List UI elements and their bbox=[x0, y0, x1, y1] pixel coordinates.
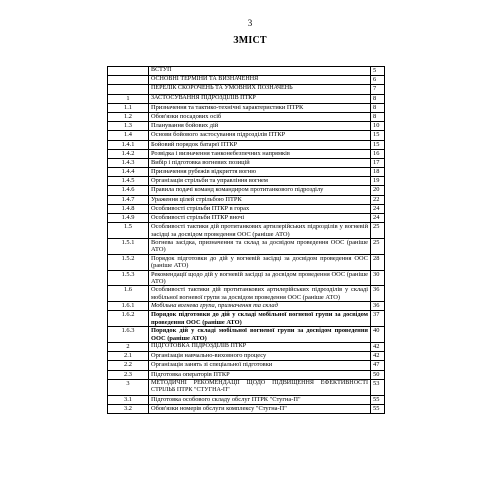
toc-row bbox=[108, 379, 385, 395]
toc-page-number: 28 bbox=[371, 254, 385, 270]
toc-page-number: 50 bbox=[371, 370, 385, 379]
toc-section-number: 1.3 bbox=[108, 122, 149, 131]
toc-section-number: 2 bbox=[108, 343, 149, 352]
toc-row bbox=[108, 361, 385, 370]
toc-section-number: 1.1 bbox=[108, 103, 149, 112]
toc-page-number: 36 bbox=[371, 302, 385, 311]
toc-row bbox=[108, 131, 385, 140]
toc-section-title: Розвідка і визначення танконебезпечних напрямків bbox=[149, 149, 371, 158]
toc-page-number: 8 bbox=[371, 112, 385, 121]
toc-page-number: 25 bbox=[371, 239, 385, 255]
toc-section-title: Порядок підготовки до дій у складі мобільної вогневої групи за досвідом проведення ООС (раніше АТО) bbox=[149, 311, 371, 327]
toc-row bbox=[108, 327, 385, 343]
toc-page-number: 55 bbox=[371, 395, 385, 404]
toc-section-title: Підготовка особового складу обслуг ПТРК "Стугна-П" bbox=[149, 395, 371, 404]
toc-section-title: Ураження цілей стрільбою ПТРК bbox=[149, 195, 371, 204]
toc-page-number: 25 bbox=[371, 223, 385, 239]
toc-row bbox=[108, 270, 385, 286]
toc-page-number: 42 bbox=[371, 352, 385, 361]
toc-row bbox=[108, 214, 385, 223]
toc-section-number: 1.5.2 bbox=[108, 254, 149, 270]
toc-section-title: Організація стрільби та управління вогнем bbox=[149, 177, 371, 186]
toc-section-number: 2.3 bbox=[108, 370, 149, 379]
toc-section-title: Особливості стрільби ПТКР вночі bbox=[149, 214, 371, 223]
toc-section-title: Призначення та тактико-технічні характеристики ПТРК bbox=[149, 103, 371, 112]
toc-page-number: 5 bbox=[371, 67, 385, 76]
toc-section-number: 1 bbox=[108, 94, 149, 103]
toc-section-number: 1.6.1 bbox=[108, 302, 149, 311]
toc-section-title: ОСНОВНІ ТЕРМІНИ ТА ВИЗНАЧЕННЯ bbox=[149, 76, 371, 85]
toc-section-number: 1.5 bbox=[108, 223, 149, 239]
toc-section-number: 1.2 bbox=[108, 112, 149, 121]
table-of-contents bbox=[107, 66, 385, 414]
toc-section-title: Особливості тактики дій протитанкових артилерійських підрозділів у вогневій засідці за досвідом проведення ООС (раніше АТО) bbox=[149, 223, 371, 239]
toc-row bbox=[108, 352, 385, 361]
toc-page-number: 24 bbox=[371, 204, 385, 213]
toc-page-number: 15 bbox=[371, 140, 385, 149]
toc-section-number: 3 bbox=[108, 379, 149, 395]
toc-row bbox=[108, 223, 385, 239]
toc-page-number: 20 bbox=[371, 186, 385, 195]
toc-section-title: Основи бойового застосування підрозділів ПТКР bbox=[149, 131, 371, 140]
toc-section-number: 2.2 bbox=[108, 361, 149, 370]
toc-row bbox=[108, 239, 385, 255]
toc-page-number: 7 bbox=[371, 85, 385, 94]
toc-section-number: 3.2 bbox=[108, 404, 149, 413]
toc-section-title: Правила подачі команд командиром протитанкового підрозділу bbox=[149, 186, 371, 195]
toc-row bbox=[108, 370, 385, 379]
toc-page-number: 30 bbox=[371, 270, 385, 286]
toc-row bbox=[108, 94, 385, 103]
toc-page-number: 24 bbox=[371, 214, 385, 223]
page-number: 3 bbox=[247, 18, 253, 28]
toc-row bbox=[108, 103, 385, 112]
toc-page-number: 42 bbox=[371, 343, 385, 352]
toc-section-number: 1.4.4 bbox=[108, 168, 149, 177]
toc-section-title: Рекомендації щодо дій у вогневій засідці за досвідом проведення ООС (раніше АТО) bbox=[149, 270, 371, 286]
toc-section-title: Вибір і підготовка вогневих позицій bbox=[149, 158, 371, 167]
toc-section-title: ПЕРЕЛІК СКОРОЧЕНЬ ТА УМОВНИХ ПОЗНАЧЕНЬ bbox=[149, 85, 371, 94]
toc-row bbox=[108, 112, 385, 121]
toc-section-number bbox=[108, 67, 149, 76]
toc-page-number: 22 bbox=[371, 195, 385, 204]
toc-page-number: 8 bbox=[371, 94, 385, 103]
toc-section-title: Вогнева засідка, призначення та склад за досвідом проведення ООС (раніше АТО) bbox=[149, 239, 371, 255]
toc-section-title: Обов'язки номерів обслуги комплексу "Стугна-П" bbox=[149, 404, 371, 413]
toc-section-title: Порядок дій у складі мобільної вогневої групи за досвідом проведення ООС (раніше АТО) bbox=[149, 327, 371, 343]
toc-row bbox=[108, 195, 385, 204]
toc-row bbox=[108, 186, 385, 195]
toc-row bbox=[108, 177, 385, 186]
toc-row bbox=[108, 343, 385, 352]
toc-section-number: 1.4.6 bbox=[108, 186, 149, 195]
toc-section-title: ЗАСТОСУВАННЯ ПІДРОЗДІЛІВ ПТКР bbox=[149, 94, 371, 103]
toc-row bbox=[108, 140, 385, 149]
toc-page-number: 16 bbox=[371, 149, 385, 158]
toc-section-title: Призначення рубежів відкриття вогню bbox=[149, 168, 371, 177]
toc-page-number: 47 bbox=[371, 361, 385, 370]
toc-section-title: Особливості тактики дій протитанкових артилерійських підрозділів у складі мобільної вогневої групи за досвідом проведення ООС (раніше АТО) bbox=[149, 286, 371, 302]
page-title: ЗМІСТ bbox=[233, 35, 267, 46]
toc-page-number: 55 bbox=[371, 404, 385, 413]
toc-section-title: МЕТОДИЧНІ РЕКОМЕНДАЦІЇ ЩОДО ПІДВИЩЕННЯ ЕФЕКТИВНОСТІ СТРІЛЬБ ПТРК "СТУГНА-П" bbox=[149, 379, 371, 395]
toc-section-number bbox=[108, 76, 149, 85]
toc-section-number: 1.6.2 bbox=[108, 311, 149, 327]
toc-page-number: 40 bbox=[371, 327, 385, 343]
toc-section-title: Обов'язки посадових осіб bbox=[149, 112, 371, 121]
toc-section-number: 1.4.3 bbox=[108, 158, 149, 167]
toc-section-title: ПІДГОТОВКА ПІДРОЗДІЛІВ ПТКР bbox=[149, 343, 371, 352]
toc-section-title: Бойовий порядок батареї ПТКР bbox=[149, 140, 371, 149]
toc-row bbox=[108, 286, 385, 302]
toc-section-number: 1.4 bbox=[108, 131, 149, 140]
toc-row bbox=[108, 158, 385, 167]
toc-row bbox=[108, 254, 385, 270]
toc-section-number: 1.5.3 bbox=[108, 270, 149, 286]
toc-page-number: 19 bbox=[371, 177, 385, 186]
toc-section-number: 1.4.2 bbox=[108, 149, 149, 158]
toc-section-title: Підготовка операторів ПТКР bbox=[149, 370, 371, 379]
toc-section-number: 1.6 bbox=[108, 286, 149, 302]
toc-section-number: 1.4.1 bbox=[108, 140, 149, 149]
toc-section-number: 1.4.7 bbox=[108, 195, 149, 204]
toc-section-number: 1.6.3 bbox=[108, 327, 149, 343]
toc-page-number: 6 bbox=[371, 76, 385, 85]
toc-page-number: 36 bbox=[371, 286, 385, 302]
toc-page-number: 15 bbox=[371, 131, 385, 140]
toc-row bbox=[108, 76, 385, 85]
toc-page-number: 18 bbox=[371, 168, 385, 177]
toc-section-number: 2.1 bbox=[108, 352, 149, 361]
toc-section-title: ВСТУП bbox=[149, 67, 371, 76]
toc-page-number: 53 bbox=[371, 379, 385, 395]
toc-section-number: 3.1 bbox=[108, 395, 149, 404]
toc-section-number: 1.4.9 bbox=[108, 214, 149, 223]
toc-page-number: 10 bbox=[371, 122, 385, 131]
toc-row bbox=[108, 149, 385, 158]
toc-page-number: 37 bbox=[371, 311, 385, 327]
toc-row bbox=[108, 302, 385, 311]
toc-section-title: Мобільна вогнева група, призначення та склад bbox=[149, 302, 371, 311]
toc-page-number: 8 bbox=[371, 103, 385, 112]
toc-section-title: Організація навчально-виховного процесу bbox=[149, 352, 371, 361]
toc-row bbox=[108, 122, 385, 131]
toc-section-number bbox=[108, 85, 149, 94]
toc-section-title: Організація занять зі спеціальної підготовки bbox=[149, 361, 371, 370]
toc-section-number: 1.4.5 bbox=[108, 177, 149, 186]
toc-row bbox=[108, 404, 385, 413]
toc-row bbox=[108, 311, 385, 327]
toc-section-number: 1.5.1 bbox=[108, 239, 149, 255]
toc-page-number: 17 bbox=[371, 158, 385, 167]
toc-row bbox=[108, 85, 385, 94]
toc-row bbox=[108, 204, 385, 213]
toc-row bbox=[108, 67, 385, 76]
toc-section-title: Особливості стрільби ПТКР в горах bbox=[149, 204, 371, 213]
toc-section-title: Порядок підготовки до дій у вогневій засідці за досвідом проведення ООС (раніше АТО) bbox=[149, 254, 371, 270]
toc-row bbox=[108, 395, 385, 404]
toc-section-number: 1.4.8 bbox=[108, 204, 149, 213]
toc-section-title: Планування бойових дій bbox=[149, 122, 371, 131]
toc-row bbox=[108, 168, 385, 177]
